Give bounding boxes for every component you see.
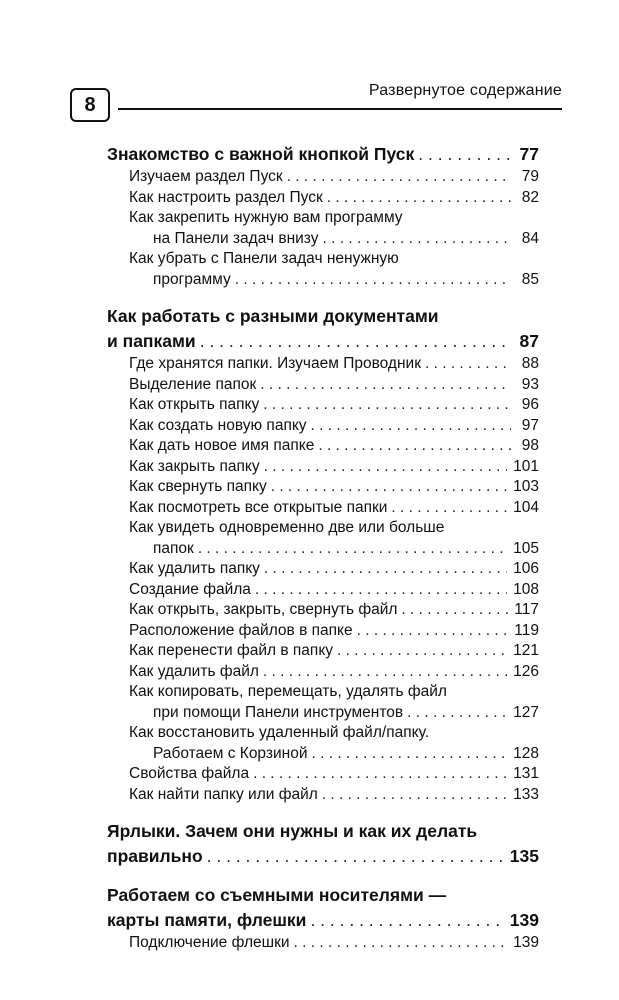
entry-title-cont: папок (153, 539, 194, 557)
page-ref: 84 (521, 229, 539, 247)
dot-leader (323, 229, 512, 250)
dot-leader (401, 600, 508, 621)
section-title-cont: и папками (107, 331, 196, 351)
entry-title: Как перенести файл в папку (129, 642, 334, 659)
dot-leader (357, 621, 509, 642)
entry-title: Как удалить файл (129, 662, 259, 680)
entry-title: Как открыть папку (129, 396, 260, 413)
entry-title: Как закрепить нужную вам программу (129, 209, 403, 226)
section-gap (107, 805, 539, 819)
toc-entry (107, 785, 539, 806)
toc-entry-line1 (107, 208, 539, 229)
toc-entry (107, 188, 539, 209)
section-title-cont: правильно (107, 846, 203, 866)
page-number: 8 (70, 88, 110, 122)
page-ref: 126 (513, 662, 539, 680)
dot-leader (200, 329, 511, 354)
toc-entry (107, 641, 539, 662)
page-ref: 103 (513, 478, 539, 495)
entry-title: Как создать новую папку (129, 416, 307, 434)
dot-leader (271, 477, 507, 498)
toc-entry-line2 (107, 229, 539, 250)
dot-leader (311, 416, 511, 437)
entry-title: Как удалить папку (129, 560, 260, 577)
page-ref: 101 (513, 457, 539, 475)
toc-entry (107, 477, 539, 498)
page-ref: 79 (521, 168, 539, 185)
toc-entry-line2 (107, 539, 539, 560)
page-ref: 85 (521, 270, 539, 288)
dot-leader (198, 539, 507, 560)
entry-title-cont: при помощи Панели инструментов (153, 703, 404, 721)
dot-leader (337, 641, 507, 662)
toc-section-line1 (107, 304, 539, 329)
dot-leader (407, 703, 507, 724)
toc-entry-line2 (107, 270, 539, 291)
entry-title: Как настроить раздел Пуск (129, 188, 323, 206)
page-ref: 139 (513, 934, 539, 951)
page-ref: 104 (513, 498, 539, 516)
page-ref: 93 (521, 375, 539, 393)
entry-title-cont: программу (153, 270, 231, 288)
page-ref: 119 (514, 621, 539, 639)
page-ref: 135 (509, 846, 539, 866)
entry-title: Как копировать, перемещать, удалять файл (129, 683, 447, 700)
entry-title: Изучаем раздел Пуск (129, 168, 283, 185)
toc-section-line2 (107, 844, 539, 869)
entry-title: Как закрыть папку (129, 457, 260, 475)
page-ref: 106 (513, 560, 539, 577)
toc-entry (107, 395, 539, 416)
toc-entry (107, 375, 539, 396)
page-ref: 82 (521, 188, 539, 206)
toc-entry (107, 436, 539, 457)
entry-title: Как убрать с Панели задач ненужную (129, 250, 399, 267)
page-ref: 128 (513, 744, 539, 762)
toc-entry-line1 (107, 518, 539, 539)
dot-leader (255, 580, 507, 601)
dot-leader (327, 188, 511, 209)
page-ref: 96 (521, 396, 539, 413)
entry-title: Как открыть, закрыть, свернуть файл (129, 601, 398, 618)
page-ref: 105 (513, 539, 539, 557)
entry-title: Где хранятся папки. Изучаем Проводник (129, 355, 421, 372)
toc-entry (107, 559, 539, 580)
toc-entry-line2 (107, 744, 539, 765)
toc-entry (107, 416, 539, 437)
page-header (70, 78, 562, 126)
toc-entry-line2 (107, 703, 539, 724)
page-ref: 77 (519, 144, 539, 164)
section-title: Как работать с разными документами (107, 306, 439, 326)
toc-entry (107, 621, 539, 642)
section-gap (107, 290, 539, 304)
page-ref: 139 (509, 910, 539, 930)
entry-title: Выделение папок (129, 375, 257, 393)
entry-title-cont: Работаем с Корзиной (153, 744, 308, 762)
dot-leader (287, 167, 511, 188)
toc-entry-line1 (107, 682, 539, 703)
toc-entry (107, 354, 539, 375)
toc-section (107, 142, 539, 167)
entry-title: Свойства файла (129, 765, 250, 782)
toc-entry (107, 580, 539, 601)
page-ref: 87 (519, 331, 539, 351)
toc-entry-line1 (107, 723, 539, 744)
entry-title: Создание файла (129, 580, 251, 598)
toc-entry (107, 498, 539, 519)
section-title: Знакомство с важной кнопкой Пуск (107, 144, 415, 164)
section-title-cont: карты памяти, флешки (107, 910, 307, 930)
dot-leader (294, 933, 508, 954)
dot-leader (322, 785, 507, 806)
toc-entry (107, 933, 539, 954)
entry-title: Как увидеть одновременно две или больше (129, 519, 445, 536)
toc-entry (107, 167, 539, 188)
dot-leader (418, 142, 511, 167)
dot-leader (318, 436, 511, 457)
entry-title: Как дать новое имя папке (129, 437, 315, 454)
page-ref: 133 (513, 785, 539, 803)
section-gap (107, 869, 539, 883)
dot-leader (235, 270, 511, 291)
dot-leader (310, 908, 503, 933)
page-ref: 117 (514, 601, 539, 618)
page-ref: 88 (521, 355, 539, 372)
dot-leader (391, 498, 507, 519)
page-ref: 97 (521, 416, 539, 434)
entry-title: Как найти папку или файл (129, 785, 318, 803)
toc-entry (107, 764, 539, 785)
dot-leader (264, 457, 508, 478)
dot-leader (263, 395, 511, 416)
toc-entry (107, 457, 539, 478)
dot-leader (263, 662, 507, 683)
entry-title: Как свернуть папку (129, 478, 267, 495)
toc-section-line1 (107, 819, 539, 844)
entry-title: Как посмотреть все открытые папки (129, 498, 388, 516)
section-title: Работаем со съемными носителями — (107, 885, 447, 905)
page-ref: 98 (521, 437, 539, 454)
toc-entry-line1 (107, 249, 539, 270)
dot-leader (425, 354, 511, 375)
page-ref: 127 (513, 703, 539, 721)
toc-section-line2 (107, 908, 539, 933)
entry-title: Как восстановить удаленный файл/папку. (129, 724, 430, 741)
toc-entry (107, 600, 539, 621)
section-title: Ярлыки. Зачем они нужны и как их делать (107, 821, 478, 841)
toc-entry (107, 662, 539, 683)
toc-section-line1 (107, 883, 539, 908)
page-ref: 121 (513, 642, 539, 659)
dot-leader (312, 744, 508, 765)
header-rule (118, 108, 562, 110)
dot-leader (260, 375, 511, 396)
dot-leader (253, 764, 507, 785)
entry-title: Подключение флешки (129, 934, 290, 951)
dot-leader (264, 559, 507, 580)
page-ref: 108 (513, 580, 539, 598)
toc-section-line2 (107, 329, 539, 354)
table-of-contents (107, 142, 539, 954)
dot-leader (207, 844, 504, 869)
entry-title-cont: на Панели задач внизу (153, 229, 319, 247)
entry-title: Расположение файлов в папке (129, 621, 353, 639)
page-ref: 131 (513, 765, 539, 782)
running-title: Развернутое содержание (368, 82, 562, 99)
